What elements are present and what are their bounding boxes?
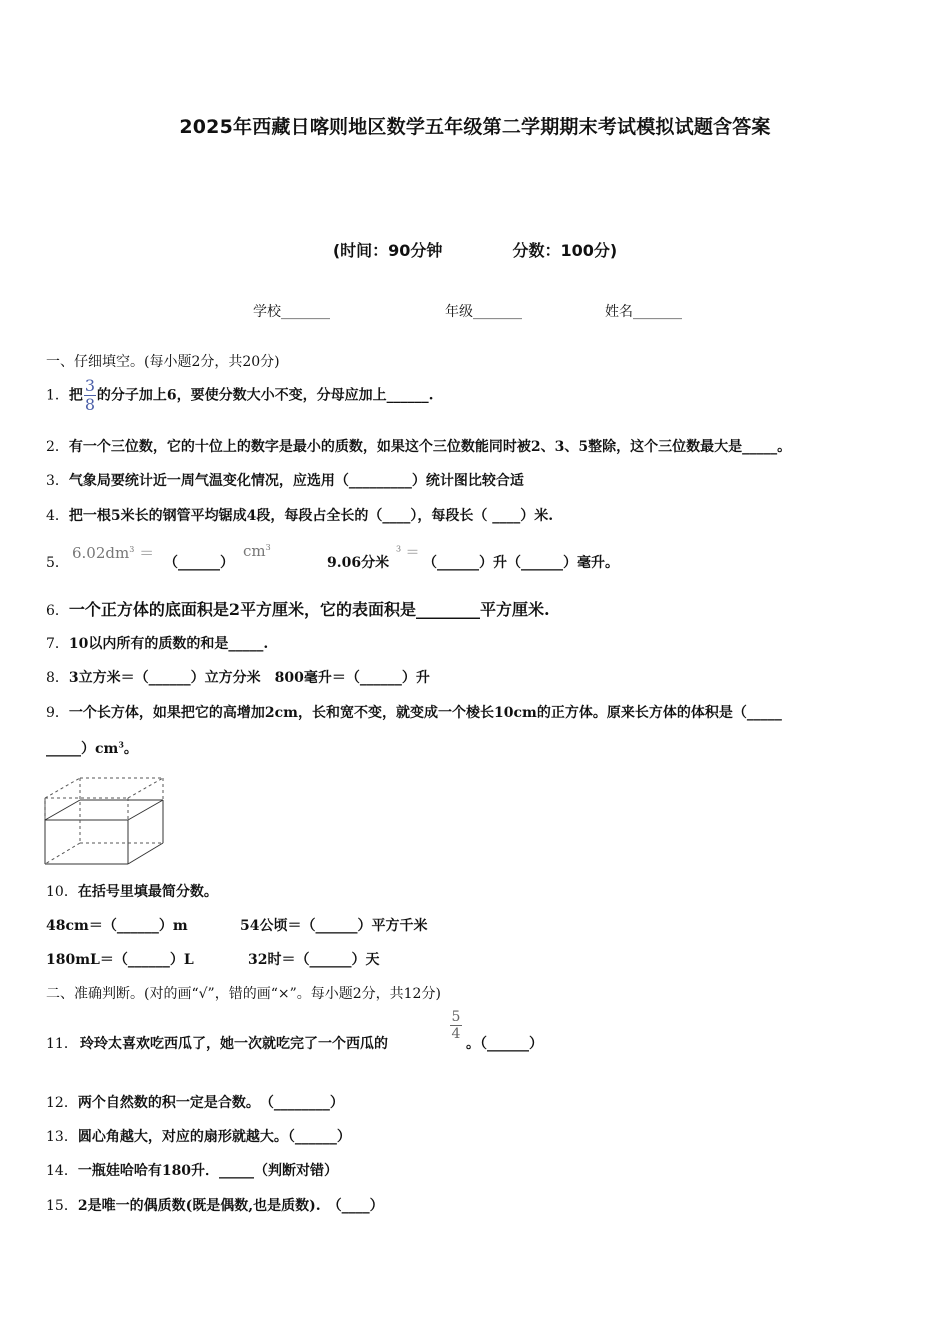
- question-10-row-2b: 32时＝（______）天: [248, 952, 380, 968]
- question-8: 8．3立方米＝（______）立方分米 800毫升＝（______）升: [46, 670, 430, 686]
- question-10-row-2a: 180mL＝（______）L: [46, 952, 194, 968]
- question-9-cont: $\_\_\_\_\_)cm^3$。: [46, 739, 138, 757]
- exam-page: 2025年西藏日喀则地区数学五年级第二学期期末考试模拟试题含答案 (时间：90分钟 分数：100分) 学校_______ 年级_______ 姓名_______ 一、仔细填空。(每小题2分，共20分) 1．把 $\frac{3}{8}$ 的分子加上6，要使分数大小不变，分母应加上______. 2．有一个三位数，它的十位上的数字是最小的质数，如果这个三位数能同时被2、3、5整除，这个三位数最大是_____。 3．气象局要统计近一周气温变化情况，应选用（_________）统计图比较合适 4．把一根5米长的钢管平均锯成4段，每段占全长的（____），每段长（ ____）米. 5． $6.02dm^3$ ＝ （______） $cm^3$ 9.06分米 $^3$ ＝ （______）升（______）毫升。 6．一个正方体的底面积是2平方厘米，它的表面积是________平方厘米. 7．10以内所有的质数的和是_____. 8．3立方米＝（______）立方分米 800毫升＝（______）升 9．一个长方体，如果把它的高增加2cm，长和宽不变，就变成一个棱长10cm的正方体。原来长方体的体积是（_____ $\_\_\_\_\_)cm^3$。 10．在括号里填最简分数。 48cm＝（______）m 54公顷＝（______）平方千米 180mL＝（______）L 32时＝（______）天 二、准确判断。(对的画“√”，错的画“×”。每小题2分，共12分) 11． 玲玲太喜欢吃西瓜了，她一次就吃完了一个西瓜的 5 4 。（______） 12．两个自然数的积一定是合数。 （________） 13．圆心角越大，对应的扇形就越大。（______） 14．一瓶娃哈哈有180升．_____（判断对错） 15．2是唯一的偶质数(既是偶数,也是质数). （____）: [0, 0, 950, 1344]
- cuboid-edge: [128, 800, 163, 820]
- question-6: 6．一个正方体的底面积是2平方厘米，它的表面积是________平方厘米.: [46, 600, 550, 619]
- volume-expression: $6.02dm^3$ ＝: [72, 544, 155, 562]
- question-4: 4．把一根5米长的钢管平均锯成4段，每段占全长的（____），每段长（ ____）米.: [46, 508, 554, 524]
- cuboid-dashed-edge: [45, 843, 80, 864]
- cuboid-edge: [128, 843, 163, 864]
- grade-field: 年级_______: [445, 304, 522, 320]
- question-10-row-1b: 54公顷＝（______）平方千米: [240, 918, 428, 934]
- cuboid-dashed-edge: [128, 778, 163, 798]
- question-9: 9．一个长方体，如果把它的高增加2cm，长和宽不变，就变成一个棱长10cm的正方体。原来长方体的体积是（_____: [46, 705, 782, 721]
- total-score: 分数：100分): [512, 241, 618, 260]
- question-3: 3．气象局要统计近一周气温变化情况，应选用（_________）统计图比较合适: [46, 473, 524, 489]
- cuboid-edge: [45, 800, 80, 820]
- exam-meta: [0, 238, 950, 261]
- question-13: 13．圆心角越大，对应的扇形就越大。（______）: [46, 1129, 351, 1145]
- question-1: 1．把 $\frac{3}{8}$ 的分子加上6，要使分数大小不变，分母应加上______.: [46, 376, 434, 414]
- section-heading-2: 二、准确判断。(对的画“√”，错的画“×”。每小题2分，共12分): [46, 986, 441, 1002]
- question-10: 10．在括号里填最简分数。: [46, 884, 218, 900]
- fraction-3-8: $\frac{3}{8}$: [84, 376, 96, 414]
- cuboid-figure: [44, 767, 168, 867]
- unit-cm3: $cm^3$: [243, 542, 271, 560]
- question-number: 1．: [46, 387, 69, 404]
- question-2: 2．有一个三位数，它的十位上的数字是最小的质数，如果这个三位数能同时被2、3、5整除，这个三位数最大是_____。: [46, 439, 792, 455]
- fraction-5-4: 5 4: [451, 1009, 461, 1042]
- name-field: 姓名_______: [605, 304, 682, 320]
- time-limit: (时间：90分钟: [332, 241, 443, 260]
- section-heading-1: 一、仔细填空。(每小题2分，共20分): [46, 354, 280, 370]
- question-14: 14．一瓶娃哈哈有180升．_____（判断对错）: [46, 1163, 339, 1179]
- school-field: 学校_______: [253, 304, 330, 320]
- question-7: 7．10以内所有的质数的和是_____.: [46, 636, 269, 652]
- question-15: 15．2是唯一的偶质数(既是偶数,也是质数). （____）: [46, 1198, 384, 1214]
- page-title: 2025年西藏日喀则地区数学五年级第二学期期末考试模拟试题含答案: [179, 116, 771, 138]
- question-12: 12．两个自然数的积一定是合数。 （________）: [46, 1095, 344, 1111]
- cuboid-dashed-edge: [45, 778, 80, 798]
- question-10-row-1a: 48cm＝（______）m: [46, 918, 188, 934]
